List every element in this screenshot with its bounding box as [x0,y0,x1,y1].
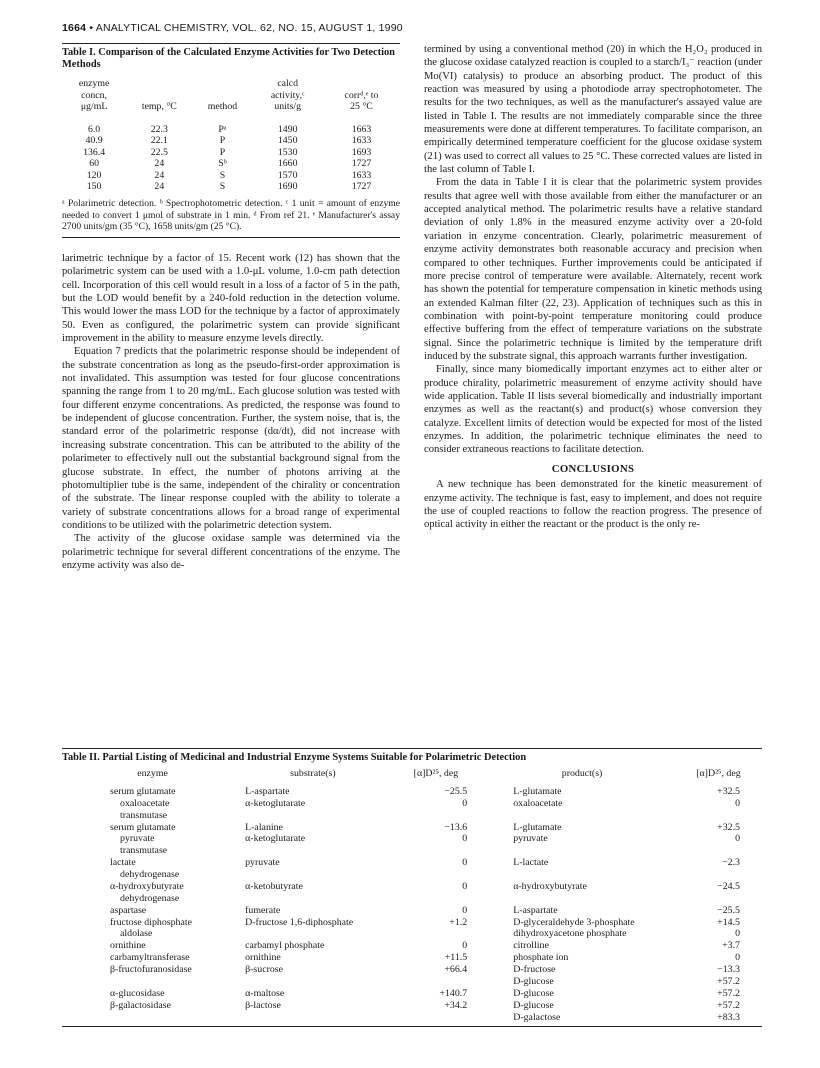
table-row: 120 24 S 1570 1633 [86,169,372,181]
body-paragraph: Equation 7 predicts that the polarimetric response should be independent of the substrate concentration as long as the pseudo-first-order approximation is not invalidated. This assumption was tested for four glucose concentrations spanning the range from 1 to 20 mg/mL. Each glucose solution was tested with four different enzyme concentrations. As predicted, the response was found to be independent of glucose concentration. Further, the system noise, that is, the standard error of the polarimetric response (dα/dt), did not increase with increasing substrate concentration. This can be attributed to the ability of the polarimeter to effectively null out the substantial background signal from the glucose substrate. In effect, the number of photons arriving at the photomultiplier tube is the same, independent of the chirality or concentration of the substrate. The linear response coupled with the ability to tolerate a variety of substrate concentrations allows for a broad range of experimental conditions to be utilized with the polarimetric detection system. [62,346,400,531]
body-paragraph: termined by using a conventional method (20) in which the H₂O₂ produced in the glucose oxidase catalyzed reaction is coupled to a starch/I₃⁻ reaction (under Mo(VI) catalysis) to produce an absorbing product. The product of this reaction was measured by using a photodiode array spectrophotometer. The results for the two techniques, as well as the manufacturer's assayed value are listed in Table I. The results are not immediately comparable since the three measurements were done at different temperatures. To facilitate comparison, an empirically determined temperature coefficient for the glucose oxidase system (21) was used to correct all values to 25 °C. These corrected values are listed in the last column of Table I. [424,44,762,176]
page [62,22,762,572]
left-column [62,43,400,572]
table-row: aspartase fumerate 0 L-aspartate −25.5 [110,904,740,916]
body-paragraph: The activity of the glucose oxidase sample was determined via the polarimetric technique for several different concentrations of the enzyme. The enzyme activity was also de- [62,533,400,571]
table2-header-enzyme: enzyme [137,768,168,779]
table2 [62,766,762,1027]
table-row: lactate dehydrogenase pyruvate 0 L-lactate −2.3 [110,857,740,880]
two-column-body [62,43,762,572]
journal-title: ANALYTICAL CHEMISTRY, VOL. 62, NO. 15, AUGUST 1, 1990 [95,22,403,34]
body-paragraph: larimetric technique by a factor of 15. Recent work (12) has shown that the polarimetric system can be used with a 1.0-μL volume, 1.0-cm path detection cell. Incorporation of this cell would result in a loss of a factor of 5 in the path, but the LOD would benefit by a 240-fold reduction in the detection volume. This would lower the mass LOD for the technique by a factor of approximately 50. Even as configured, the polarimetric system can provide significant improvement in the ability to measure enzyme levels directly. [62,253,400,345]
table-row: ornithine carbamyl phosphate 0 citrolline +3.7 [110,940,740,952]
table-row: 6.0 22.3 Pᵃ 1490 1663 [87,123,372,135]
table-row: β-fructofuranosidase β-sucrose +66.4 D-fructose D-glucose −13.3 +57.2 [110,964,740,987]
table1 [62,78,400,193]
table1-header-activity: calcd activity,ᶜ units/g [270,77,305,113]
table1-header-concn: enzyme concn, μg/mL [78,77,110,113]
body-paragraph: Finally, since many biomedically important enzymes act to either alter or produce chirality, polarimetric measurement of enzyme activity should have wide application. Table II lists several biomedically and industrially important enzymes as well as the reactant(s) and product(s) whose conversion they catalyze. Excellent limits of detection would be expected for most of the listed enzymes. In addition, the polarimetric technique eliminates the need to consider extraneous reactions to facilitate detection. [424,364,762,456]
table-row: α-hydroxybutyrate dehydrogenase α-ketobutyrate 0 α-hydroxybutyrate −24.5 [110,880,740,904]
table-row: serum glutamate pyruvate transmutase L-alanine α-ketoglutarate −13.6 0 L-glutamate pyruvate +32.5 0 [110,821,740,857]
table-row: carbamyltransferase ornithine +11.5 phosphate ion 0 [110,952,740,964]
table2-header-substrate-rotation: [α]D²⁵, deg [413,768,459,779]
table1-header-row [62,78,400,121]
table1-header-corr: corrᵈ,ᵉ to 25 °C [344,89,379,113]
table-row: β-galactosidase β-lactose +34.2 D-glucose D-galactose +57.2 +83.3 [110,999,740,1023]
table2-header-product-rotation: [α]D²⁵, deg [696,768,741,779]
table2-caption: Table II. Partial Listing of Medicinal and Industrial Enzyme Systems Suitable for Polarimetric Detection [62,748,762,763]
right-column [424,43,762,572]
table1-header-method: method [207,101,238,113]
section-heading-conclusions: CONCLUSIONS [551,462,635,475]
bullet: • [89,22,94,34]
running-head [62,22,762,34]
table-row: 40.9 22.1 P 1450 1633 [85,135,372,147]
table1-caption: Table I. Comparison of the Calculated Enzyme Activities for Two Detection Methods [62,43,400,72]
table-row: fructose diphosphate aldolase D-fructose 1,6-diphosphate +1.2 D-glyceraldehyde 3-phosphate dihydroxyacetone phosphate +14.5 0 [110,916,740,940]
table-row: 150 24 S 1690 1727 [86,181,372,193]
page-number: 1664 [62,22,87,34]
table-row: serum glutamate oxaloacetate transmutase L-aspartate α-ketoglutarate −25.5 0 L-glutamate oxaloacetate +32.5 0 [110,785,740,821]
body-paragraph: From the data in Table I it is clear that the polarimetric system provides results that agree well with those available from either the manufacturer or an accepted analytical method. The polarimetric results have a relative standard deviation of only 1.8% in the measured enzyme activity over a 20-fold variation in enzyme concentration. Clearly, polarimetric measurement of enzyme activity demonstrates both reasonable accuracy and precision when compared to other techniques. Further improvements could be anticipated if more precise control of temperature were available. Alternately, recent work has shown the potential for temperature compensation in kinetic methods using an extended Kalman filter (22, 23). Application of techniques such as this in combination with point-by-point temperature monitoring could produce effective buffering from the effect of temperature variations on the substrate signal. Since the polarimetric technique is limited by the temperature drift induced by the substrate signal, this approach warrants further investigation. [424,177,762,362]
table2-header-products: product(s) [561,768,603,779]
table2-header-row [62,766,762,786]
table2-header-substrates: substrate(s) [290,768,336,779]
table1-header-temp: temp, °C [141,101,177,113]
table-row: 60 24 Sᵇ 1660 1727 [89,158,372,170]
table-row: 136.4 22.5 P 1530 1693 [83,146,372,158]
table-row: α-glucosidase α-maltose +140.7 D-glucose +57.2 [110,987,740,999]
table1-footnotes: ᵃ Polarimetric detection. ᵇ Spectrophotometric detection. ᶜ 1 unit = amount of enzyme needed to convert 1 μmol of substrate in 1 min. ᵈ From ref 21. ᵉ Manufacturer's assay 2700 units/gm (35 °C), 1658 units/gm (25 °C). [62,198,400,238]
conclusions-paragraph: A new technique has been demonstrated for the kinetic measurement of enzyme activity. The technique is fast, easy to implement, and does not require the use of coupled reactions to follow the reaction progress. The presence of optical activity in either the reactant or the product is the only re- [424,479,762,531]
table2-block [62,748,762,1027]
